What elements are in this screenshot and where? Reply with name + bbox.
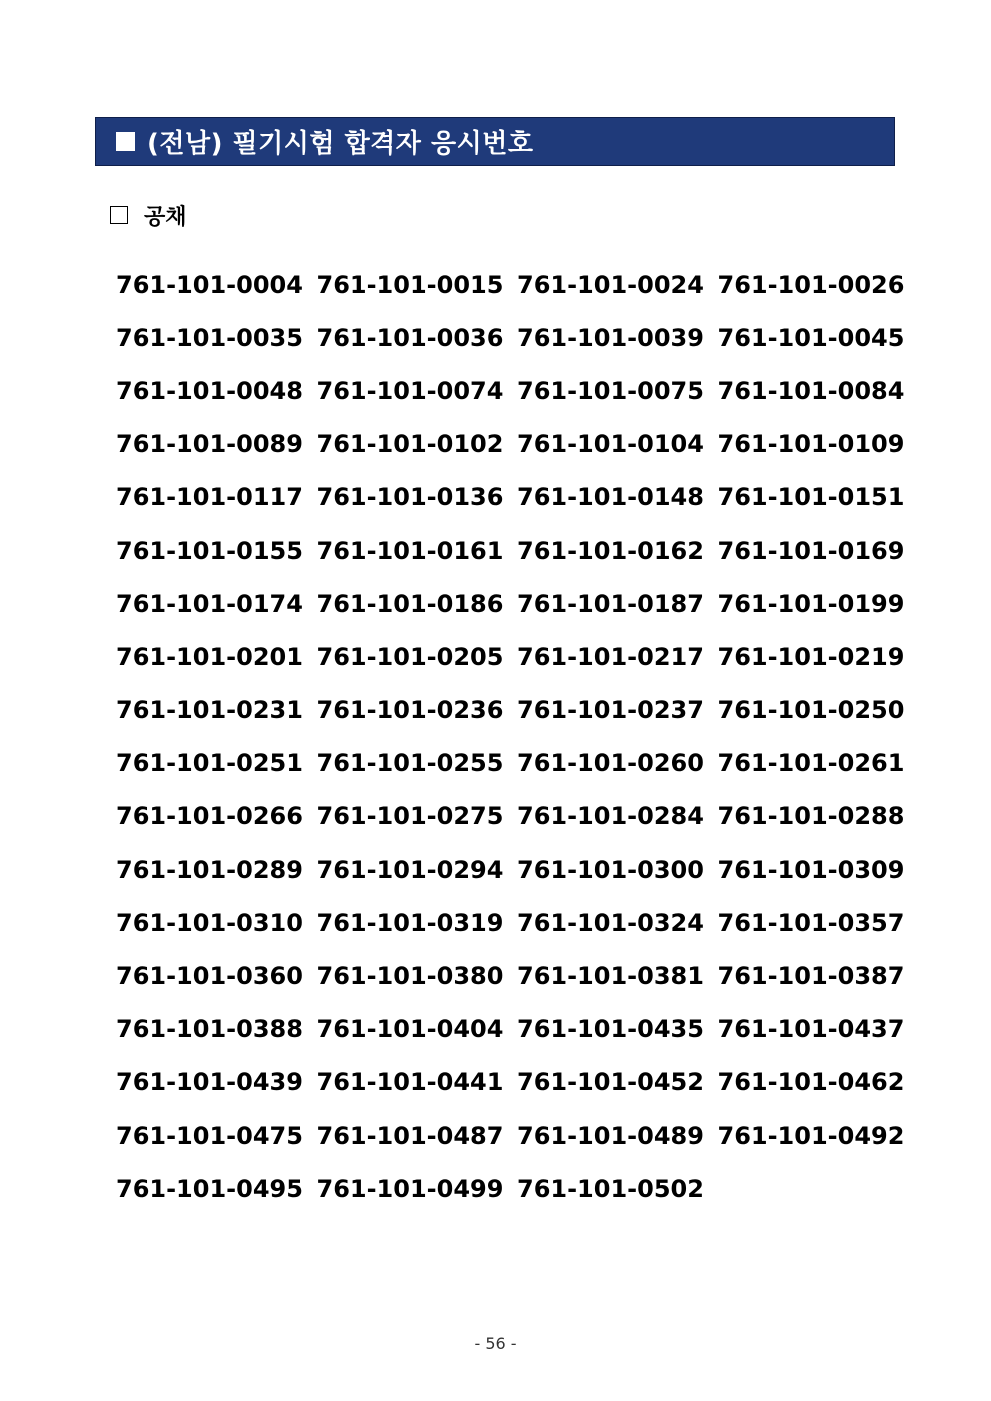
- candidate-number: 761-101-0004: [116, 270, 303, 299]
- candidate-number: 761-101-0319: [316, 908, 504, 937]
- candidate-number: 761-101-0289: [116, 855, 303, 884]
- candidate-number: 761-101-0162: [517, 536, 704, 565]
- candidate-number: 761-101-0201: [116, 642, 303, 671]
- candidate-number: 761-101-0174: [116, 589, 303, 618]
- candidate-number: 761-101-0261: [717, 749, 905, 778]
- candidate-number: 761-101-0439: [116, 1068, 303, 1097]
- candidate-number: 761-101-0260: [517, 749, 704, 778]
- candidate-number: 761-101-0309: [717, 855, 905, 884]
- candidate-number: 761-101-0435: [517, 1015, 704, 1044]
- candidate-number: 761-101-0452: [517, 1068, 704, 1097]
- candidate-number: 761-101-0187: [517, 589, 704, 618]
- candidate-number: 761-101-0136: [316, 483, 504, 512]
- candidate-number: 761-101-0074: [316, 376, 504, 405]
- candidate-number: 761-101-0024: [517, 270, 704, 299]
- candidate-number: 761-101-0284: [517, 802, 704, 831]
- candidate-number-grid: [116, 258, 905, 1215]
- candidate-number: 761-101-0357: [717, 908, 905, 937]
- candidate-number: 761-101-0015: [316, 270, 504, 299]
- candidate-number: 761-101-0404: [316, 1015, 504, 1044]
- candidate-number: 761-101-0117: [116, 483, 303, 512]
- section-heading: [110, 197, 187, 233]
- candidate-number: 761-101-0102: [316, 430, 504, 459]
- candidate-number: 761-101-0219: [717, 642, 905, 671]
- candidate-number: 761-101-0462: [717, 1068, 905, 1097]
- candidate-number: 761-101-0255: [316, 749, 504, 778]
- candidate-number: 761-101-0502: [517, 1174, 704, 1203]
- candidate-number: 761-101-0237: [517, 696, 704, 725]
- candidate-number: 761-101-0236: [316, 696, 504, 725]
- candidate-number: 761-101-0161: [316, 536, 504, 565]
- candidate-number: 761-101-0039: [517, 323, 704, 352]
- candidate-number: 761-101-0489: [517, 1121, 704, 1150]
- candidate-number: 761-101-0441: [316, 1068, 504, 1097]
- candidate-number: 761-101-0380: [316, 962, 504, 991]
- candidate-number: 761-101-0035: [116, 323, 303, 352]
- page-title: (전남) 필기시험 합격자 응시번호: [147, 129, 534, 159]
- candidate-number: 761-101-0360: [116, 962, 303, 991]
- candidate-number: 761-101-0231: [116, 696, 303, 725]
- candidate-number: 761-101-0084: [717, 376, 905, 405]
- section-heading-label: 공채: [144, 204, 187, 230]
- candidate-number: 761-101-0266: [116, 802, 303, 831]
- candidate-number: 761-101-0388: [116, 1015, 303, 1044]
- candidate-number: 761-101-0205: [316, 642, 504, 671]
- candidate-number: 761-101-0217: [517, 642, 704, 671]
- candidate-number: 761-101-0155: [116, 536, 303, 565]
- candidate-number: 761-101-0294: [316, 855, 504, 884]
- candidate-number: 761-101-0437: [717, 1015, 905, 1044]
- candidate-number: 761-101-0104: [517, 430, 704, 459]
- candidate-number: 761-101-0151: [717, 483, 905, 512]
- candidate-number: 761-101-0148: [517, 483, 704, 512]
- candidate-number: 761-101-0381: [517, 962, 704, 991]
- candidate-number: 761-101-0300: [517, 855, 704, 884]
- candidate-number: 761-101-0288: [717, 802, 905, 831]
- candidate-number: 761-101-0186: [316, 589, 504, 618]
- candidate-number: 761-101-0089: [116, 430, 303, 459]
- candidate-number: 761-101-0036: [316, 323, 504, 352]
- filled-square-icon: [116, 132, 135, 151]
- candidate-number: 761-101-0499: [316, 1174, 504, 1203]
- candidate-number: 761-101-0310: [116, 908, 303, 937]
- candidate-number: 761-101-0275: [316, 802, 504, 831]
- candidate-number: 761-101-0495: [116, 1174, 303, 1203]
- candidate-number: 761-101-0199: [717, 589, 905, 618]
- candidate-number: 761-101-0250: [717, 696, 905, 725]
- candidate-number: 761-101-0075: [517, 376, 704, 405]
- candidate-number: 761-101-0492: [717, 1121, 905, 1150]
- empty-checkbox-icon: [110, 206, 128, 224]
- page-number: - 56 -: [474, 1334, 517, 1353]
- candidate-number: 761-101-0387: [717, 962, 905, 991]
- candidate-number: 761-101-0026: [717, 270, 905, 299]
- candidate-number: 761-101-0324: [517, 908, 704, 937]
- title-bar: [95, 117, 895, 166]
- candidate-number: 761-101-0045: [717, 323, 905, 352]
- candidate-number: 761-101-0169: [717, 536, 905, 565]
- candidate-number: 761-101-0475: [116, 1121, 303, 1150]
- candidate-number: 761-101-0109: [717, 430, 905, 459]
- candidate-number: 761-101-0048: [116, 376, 303, 405]
- candidate-number: 761-101-0251: [116, 749, 303, 778]
- candidate-number: 761-101-0487: [316, 1121, 504, 1150]
